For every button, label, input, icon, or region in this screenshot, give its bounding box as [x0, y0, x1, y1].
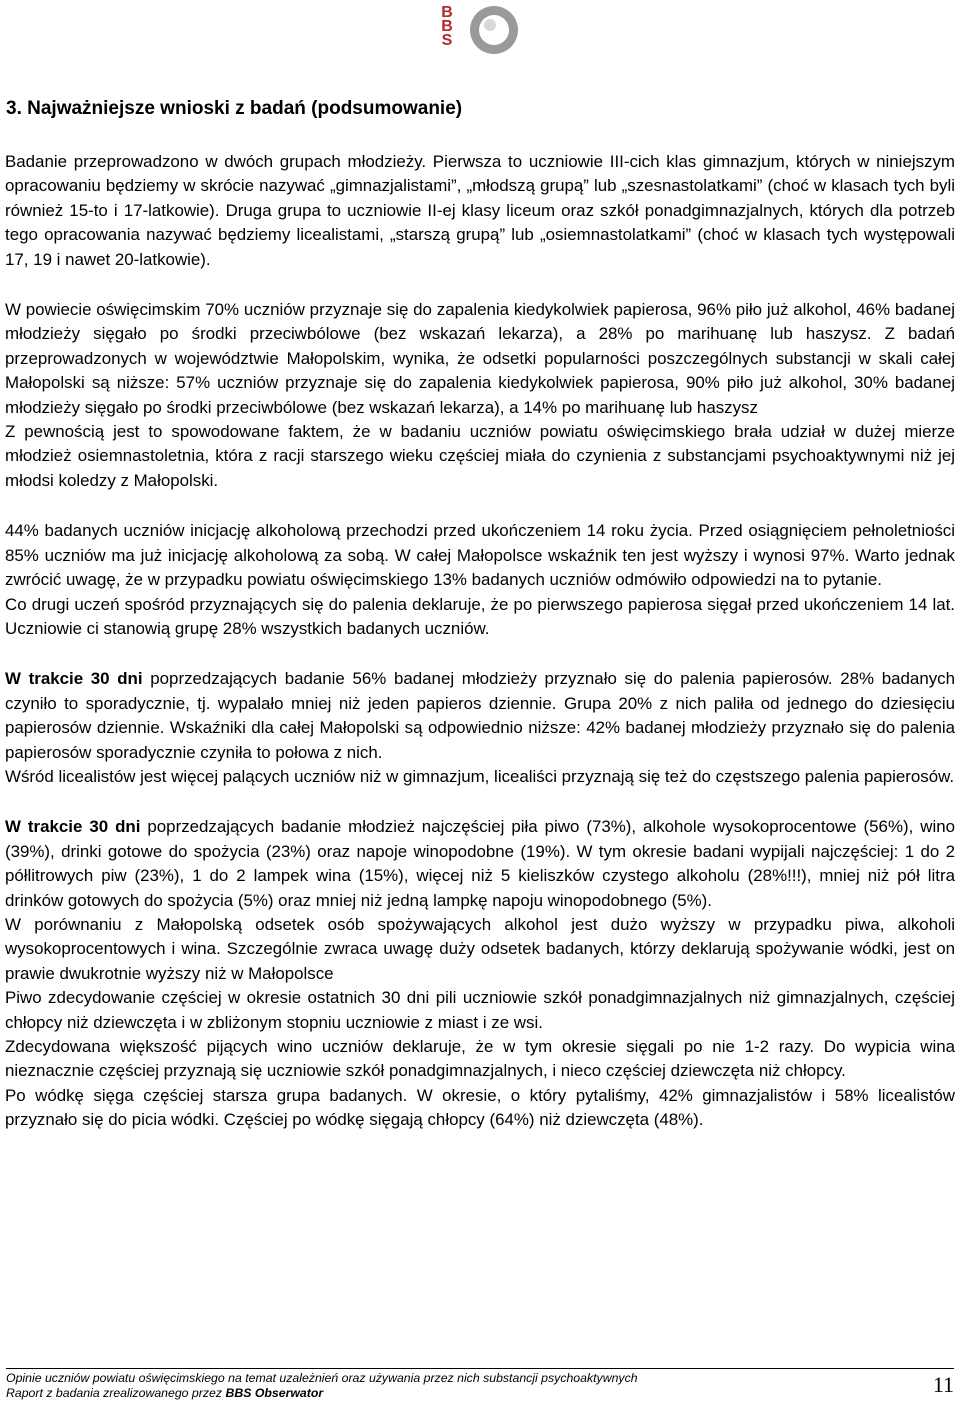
paragraph-line: [5, 815, 955, 913]
paragraph-smoking-30-days: [5, 667, 955, 789]
paragraph-text: poprzedzających badanie 56% badanej młodzieży przyznało się do palenia papierosów. 28% badanych czyniło to sporadycznie, tj. wypalało mniej niż jeden papieros dziennie. Grupa 20% z nich paliła od jednego do dziesięciu papierosów dziennie. Wskaźniki dla całej Małopolski są odpowiednio niższe: 42% badanej młodzieży przyznało się do palenia papierosów sporadycznie czyniła to połowa z nich.: [5, 669, 955, 762]
paragraph-line: Po wódkę sięga częściej starsza grupa badanych. W okresie, o który pytaliśmy, 42% gimnazjalistów i 58% licealistów przyznało się do picia wódki. Częściej po wódkę sięgają chłopcy (64%) niż dziewczęta (48%).: [5, 1085, 955, 1130]
paragraph-line: [5, 667, 955, 765]
footer-report-credit: [6, 1386, 954, 1401]
paragraph-line: W powiecie oświęcimskim 70% uczniów przyznaje się do zapalenia kiedykolwiek papierosa, 96% piło już alkohol, 46% badanej młodzieży sięgało po środki przeciwbólowe (bez wskazań lekarza), a 28% po marihuanę lub haszysz. Z badań przeprowadzonych w województwie Małopolskim, wynika, że odsetki popularności poszczególnych substancji w skali całej Małopolski są niższe: 57% uczniów przyznaje się do zapalenia kiedykolwiek papierosa, 90% piło już alkohol, 30% badanej młodzieży sięgało po środki przeciwbólowe (bez wskazań lekarza), a 14% po marihuanę lub haszysz: [5, 300, 955, 417]
footer-credit-text: Raport z badania zrealizowanego przez: [6, 1386, 226, 1400]
bold-lead: W trakcie 30 dni: [5, 669, 143, 689]
logo-letter: B: [441, 4, 453, 21]
paragraph-line: Wśród licealistów jest więcej palących uczniów niż w gimnazjum, licealiści przyznają się też do częstszego palenia papierosów.: [5, 766, 955, 786]
paragraph-line: W porównaniu z Małopolską odsetek osób spożywających alkohol jest dużo wyższy w przypadku piwa, alkoholi wysokoprocentowych i wina. Szczególnie zwraca uwagę duży odsetek badanych, którzy deklarują spożywanie wódki, jest on prawie dwukrotnie wyższy niż w Małopolsce: [5, 914, 955, 983]
paragraph-study-groups: [5, 150, 955, 272]
logo-letter: S: [441, 32, 453, 49]
paragraph-line: Zdecydowana większość pijących wino uczniów deklaruje, że w tym okresie sięgali po nie 1-2 razy. Do wypicia wina nieznacznie częściej przyznają się uczniowie szkół ponadgimnazjalnych, i nieco częściej dziewczęta niż chłopcy.: [5, 1037, 955, 1081]
bbs-logo: [436, 2, 520, 66]
paragraph-alcohol-30-days: [5, 815, 955, 1132]
footer-report-title: Opinie uczniów powiatu oświęcimskiego na temat uzależnień oraz używania przez nich substancji psychoaktywnych: [6, 1371, 638, 1385]
page-footer: [6, 1368, 954, 1401]
paragraph-substance-prevalence: [5, 298, 955, 493]
paragraph-text: poprzedzających badanie młodzież najczęściej piła piwo (73%), alkohole wysokoprocentowe (56%), wino (39%), drinki gotowe do spożycia (23%) oraz napoje winopodobne (19%). W tym okresie badani wypijali najczęściej: 1 do 2 półlitrowych piw (23%), 1 do 2 lampek wina (15%), więcej niż 5 kieliszków czystego alkoholu (28%!!!), mniej niż pół litra drinków gotowych do spożycia (5%) oraz mniej niż jedną lampkę napoju winopodobnego (5%).: [5, 817, 955, 910]
paragraph-line: Z pewnością jest to spowodowane faktem, że w badaniu uczniów powiatu oświęcimskiego brała udział w dużej mierze młodzież osiemnastoletnia, która z racji starszego wieku częściej miała do czynienia z substancjami psychoaktywnymi niż jej młodsi koledzy z Małopolski.: [5, 422, 955, 490]
paragraph-line: Piwo zdecydowanie częściej w okresie ostatnich 30 dni pili uczniowie szkół ponadgimnazjalnych niż gimnazjalnych, częściej chłopcy niż dziewczęta i w zbliżonym stopniu uczniowie z miast i ze wsi.: [5, 988, 955, 1032]
report-body: [5, 150, 955, 1159]
paragraph-initiation: [5, 519, 955, 641]
section-heading: 3. Najważniejsze wnioski z badań (podsumowanie): [6, 98, 463, 119]
footer-credit-organization: BBS Obserwator: [225, 1386, 324, 1400]
logo-ring-icon: [450, 2, 520, 66]
page-number: 11: [932, 1372, 954, 1397]
paragraph-line: Badanie przeprowadzono w dwóch grupach młodzieży. Pierwsza to uczniowie III-cich klas gimnazjum, których w niniejszym opracowaniu będziemy w skrócie nazywać „gimnazjalistami”, „młodszą grupą” lub „szesnastolatkami” (choć w klasach tych byli również 15-to i 17-latkowie). Druga grupa to uczniowie II-ej klasy liceum oraz szkół ponadgimnazjalnych, których dla potrzeb tego opracowania nazywać będziemy licealistami, „starszą grupą” lub „osiemnastolatkami” (choć w klasach tych występowali 17, 19 i nawet 20-latkowie).: [5, 152, 955, 269]
paragraph-line: Co drugi uczeń spośród przyznających się do palenia deklaruje, że po pierwszego papierosa sięgał przed ukończeniem 14 lat. Uczniowie ci stanowią grupę 28% wszystkich badanych uczniów.: [5, 594, 955, 638]
paragraph-line: 44% badanych uczniów inicjację alkoholową przechodzi przed ukończeniem 14 roku życia. Przed osiągnięciem pełnoletniości 85% uczniów ma już inicjację alkoholową za sobą. W całej Małopolsce wskaźnik ten jest wyższy i wynosi 97%. Warto jednak zwrócić uwagę, że w przypadku powiatu oświęcimskiego 13% badanych uczniów odmówiło odpowiedzi na to pytanie.: [5, 521, 955, 590]
bold-lead: W trakcie 30 dni: [5, 817, 141, 837]
logo-letter: B: [441, 18, 453, 35]
